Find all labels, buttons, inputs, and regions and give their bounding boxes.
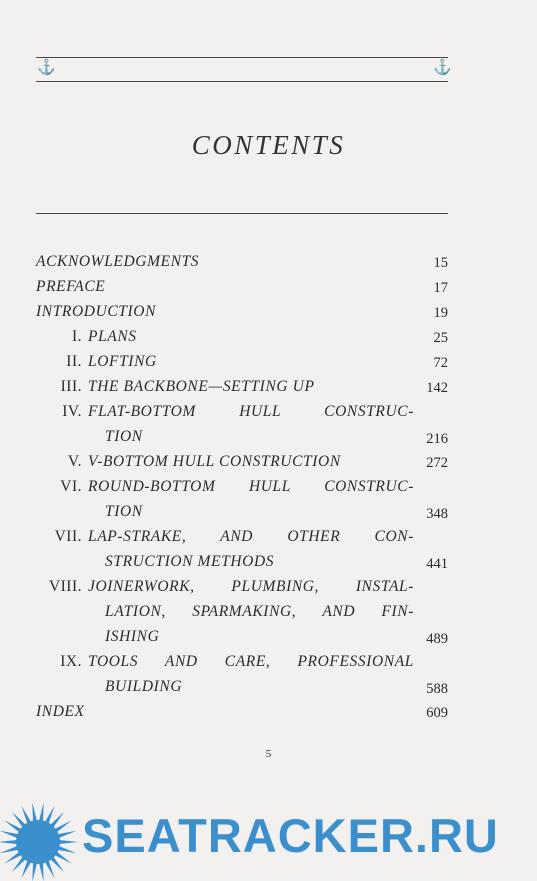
page-reference: 17	[433, 280, 448, 296]
page-reference: 19	[433, 305, 448, 321]
chapter-title-line: JOINERWORK, PLUMBING, INSTAL-	[88, 578, 414, 595]
anchor-icon: ⚓	[433, 60, 452, 76]
sun-ray	[39, 802, 44, 822]
chapter-numeral: IV.	[62, 403, 82, 420]
chapter-numeral: IX.	[60, 653, 82, 670]
sun-ray	[39, 861, 44, 881]
sun-ray	[12, 812, 27, 829]
chapter-title-line: LOFTING	[88, 353, 157, 370]
chapter-title-line: TION	[105, 428, 143, 445]
sun-ray	[32, 802, 37, 822]
chapter-title-line: TION	[105, 503, 143, 520]
chapter-title-line: ISHING	[105, 628, 160, 645]
chapter-numeral: V.	[67, 453, 82, 470]
toc-entry-label: INTRODUCTION	[36, 303, 157, 320]
chapter-title-line: PLANS	[88, 328, 137, 345]
chapter-numeral: I.	[71, 328, 82, 345]
page-reference: 489	[426, 631, 448, 647]
chapter-title-line: BUILDING	[105, 678, 183, 695]
page-number: 5	[265, 748, 272, 760]
sun-disc	[16, 820, 60, 864]
watermark-text: SEATRACKER.RU	[82, 809, 499, 862]
chapter-numeral: II.	[66, 353, 82, 370]
page-reference: 142	[426, 380, 448, 396]
sun-ray	[4, 820, 22, 833]
page-reference: 348	[426, 506, 448, 522]
sun-ray	[32, 861, 37, 881]
sun-ray	[54, 851, 72, 864]
sun-ray	[58, 840, 78, 844]
sun-ray	[4, 851, 22, 864]
sun-ray	[21, 859, 31, 878]
chapter-title-line: LATION, SPARMAKING, AND FIN-	[105, 603, 414, 620]
sun-ray	[56, 831, 76, 839]
chapter-numeral: VI.	[60, 478, 82, 495]
page-reference: 216	[426, 431, 448, 447]
anchor-icon: ⚓	[37, 60, 56, 76]
page-reference: 25	[433, 330, 448, 346]
page-reference: 441	[426, 556, 448, 572]
chapter-title-line: STRUCTION METHODS	[105, 553, 275, 570]
chapter-title-line: THE BACKBONE—SETTING UP	[88, 378, 315, 395]
chapter-numeral: VIII.	[48, 578, 82, 595]
sun-ray	[0, 846, 20, 854]
sun-ray	[12, 856, 27, 873]
sun-ray	[0, 831, 20, 839]
toc-entry-label: ACKNOWLEDGMENTS	[36, 253, 200, 270]
chapter-title-line: FLAT-BOTTOM HULL CONSTRUC-	[88, 403, 414, 420]
page-title: CONTENTS	[191, 130, 346, 160]
sun-ray	[44, 859, 54, 878]
sun-ray	[56, 846, 76, 854]
page-reference: 588	[426, 681, 448, 697]
page-reference: 609	[426, 705, 448, 721]
chapter-title-line: LAP-STRAKE, AND OTHER CON-	[88, 528, 414, 545]
sun-ray	[49, 812, 64, 829]
sun-ray	[54, 820, 72, 833]
chapter-title-line: ROUND-BOTTOM HULL CONSTRUC-	[88, 478, 414, 495]
chapter-title-line: TOOLS AND CARE, PROFESSIONAL	[88, 653, 414, 670]
chapter-numeral: VII.	[54, 528, 82, 545]
sun-ray	[44, 806, 54, 825]
sun-ray	[49, 856, 64, 873]
sun-ray	[0, 840, 18, 844]
chapter-title-line: V-BOTTOM HULL CONSTRUCTION	[88, 453, 341, 470]
toc-entry-label: INDEX	[36, 703, 85, 720]
page-reference: 72	[433, 355, 448, 371]
page-reference: 15	[433, 255, 448, 271]
toc-entry-label: PREFACE	[36, 278, 106, 295]
sun-ray	[21, 806, 31, 825]
chapter-numeral: III.	[60, 378, 82, 395]
page-reference: 272	[426, 455, 448, 471]
